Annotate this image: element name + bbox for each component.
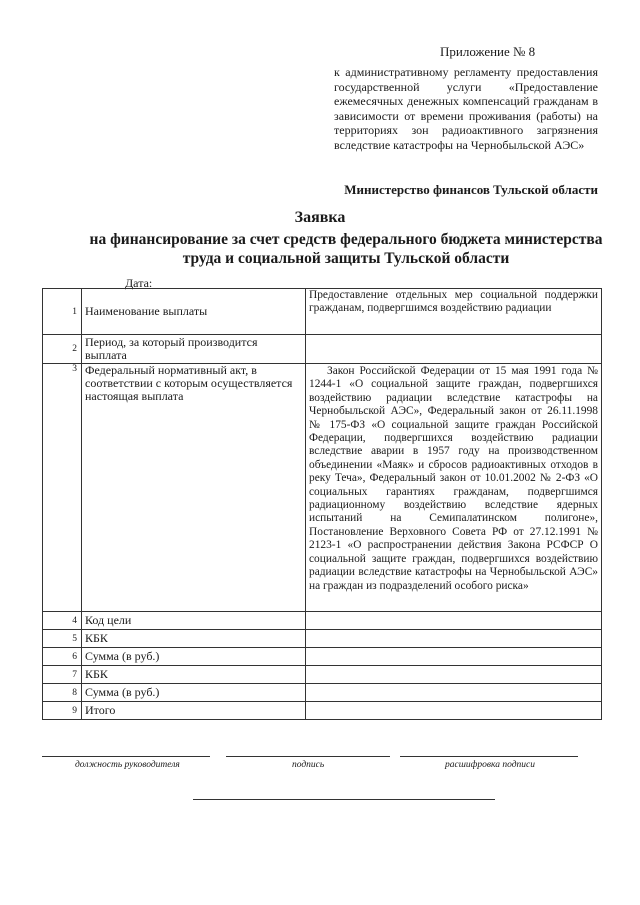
signature-label: подпись	[292, 760, 325, 770]
row-number: 1	[43, 289, 82, 335]
row-value	[306, 612, 602, 630]
table-row	[43, 335, 602, 364]
row-value: Закон Российской Федерации от 15 мая 1991 года № 1244-1 «О социальной защите граждан, подвергшихся воздействию радиации вследствие катастрофы на Чернобыльской АЭС», Федеральный закон от 26.11.1998 № 175-ФЗ «О социальной защите граждан Российской Федерации, подвергшихся воздействию радиации вследствие аварии в 1957 году на производственном объединении «Маяк» и сбросов радиоактивных отходов в реку Теча», Федеральный закон от 10.01.2002 № 2-ФЗ «О социальных гарантиях гражданам, подвергшимся радиационному воздействию вследствие ядерных испытаний на Семипалатинском полигоне», Постановление Верховного Совета РФ от 27.12.1991 № 2123-1 «О распространении действия Закона РСФСР О социальной защите граждан, подвергшихся воздействию радиации вследствие катастрофы на Чернобыльской АЭС» на граждан из подразделений особого риска»	[306, 364, 602, 612]
row-value	[306, 666, 602, 684]
row-number: 4	[43, 612, 82, 630]
ministry-name: Министерство финансов Тульской области	[344, 182, 598, 197]
table-row	[43, 289, 602, 335]
row-name: Сумма (в руб.)	[82, 648, 306, 666]
row-value	[306, 648, 602, 666]
row-number: 8	[43, 684, 82, 702]
row-number: 3	[43, 364, 82, 612]
stamp-line	[193, 799, 495, 800]
table-row	[43, 612, 602, 630]
row-value	[306, 702, 602, 720]
table-row	[43, 666, 602, 684]
document-title: Заявка	[294, 209, 346, 226]
row-number: 2	[43, 335, 82, 364]
row-number: 7	[43, 666, 82, 684]
row-name: Итого	[82, 702, 306, 720]
document-subtitle: на финансирование за счет средств федерального бюджета министерства труда и социальной защиты Тульской области	[89, 231, 603, 267]
row-name: Сумма (в руб.)	[82, 684, 306, 702]
decoding-label: расшифровка подписи	[445, 760, 535, 770]
row-name: КБК	[82, 630, 306, 648]
position-signature-line	[42, 756, 210, 757]
row-value	[306, 335, 602, 364]
row-name: Код цели	[82, 612, 306, 630]
table-row	[43, 702, 602, 720]
appendix-title: Приложение № 8	[440, 44, 536, 59]
row-value: Предоставление отдельных мер социальной поддержки гражданам, подвергшимся воздействию радиации	[306, 289, 602, 335]
appendix-text: к административному регламенту предоставления государственной услуги «Предоставление ежемесячных денежных компенсаций гражданам в зависимости от времени проживания (работы) на территориях зон радиоактивного загрязнения вследствие катастрофы на Чернобыльской АЭС»	[334, 65, 598, 152]
row-number: 5	[43, 630, 82, 648]
date-label: Дата:	[125, 276, 153, 290]
row-name: КБК	[82, 666, 306, 684]
table-row	[43, 364, 602, 612]
decoding-signature-line	[400, 756, 578, 757]
request-table	[42, 288, 602, 720]
row-number: 9	[43, 702, 82, 720]
table-row	[43, 630, 602, 648]
table-row	[43, 648, 602, 666]
row-number: 6	[43, 648, 82, 666]
row-name: Наименование выплаты	[82, 289, 306, 335]
signature-line	[226, 756, 390, 757]
row-name: Период, за который производится выплата	[82, 335, 306, 364]
row-name: Федеральный нормативный акт, в соответствии с которым осуществляется настоящая выплата	[82, 364, 306, 612]
position-label: должность руководителя	[75, 760, 180, 770]
table-row	[43, 684, 602, 702]
row-value	[306, 684, 602, 702]
row-value	[306, 630, 602, 648]
